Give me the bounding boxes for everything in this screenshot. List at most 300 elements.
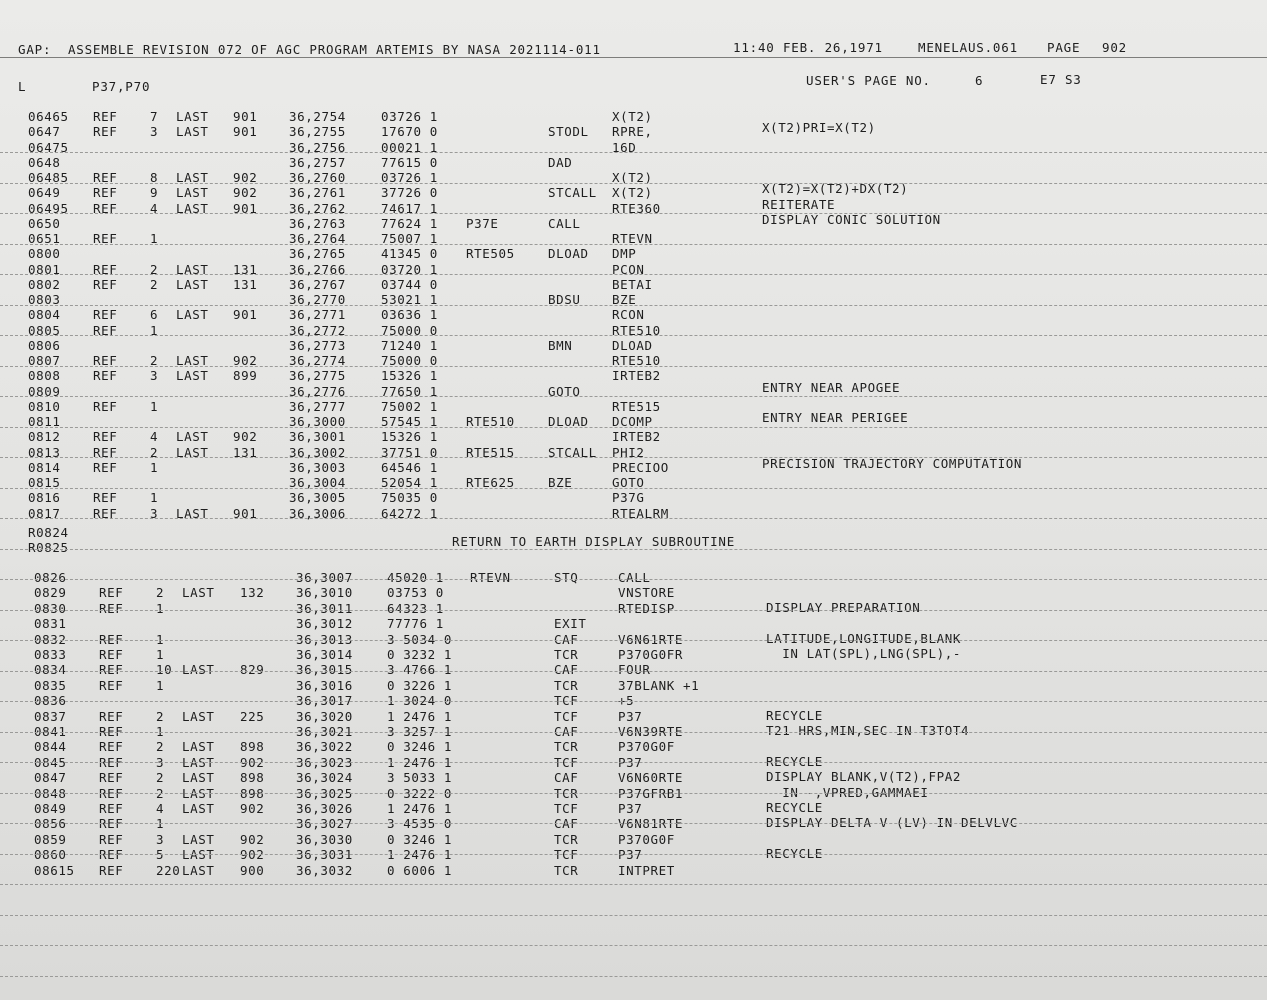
line-number: 0830: [34, 600, 67, 616]
line-number: 0650: [28, 215, 61, 231]
address: 36,2771: [289, 307, 346, 323]
line-number: 06475: [28, 139, 69, 155]
ref-count: 1: [156, 724, 165, 739]
ref-count: 1: [156, 647, 165, 662]
address: 36,3023: [296, 754, 353, 770]
address: 36,3011: [296, 600, 353, 616]
last-keyword: LAST: [182, 831, 215, 847]
line-number: 0816: [28, 490, 61, 506]
ruled-line: [0, 305, 1267, 306]
opcode: TCF: [554, 754, 579, 770]
comment: RECYCLE: [766, 800, 823, 815]
address: 36,2760: [289, 170, 346, 185]
comment: DISPLAY DELTA V (LV) IN DELVLVC: [766, 815, 1018, 831]
line-number: 0812: [28, 429, 61, 445]
operand: RTE515: [612, 398, 661, 414]
comment: PRECISION TRAJECTORY COMPUTATION: [762, 455, 1023, 471]
operand: X(T2): [612, 170, 653, 185]
operand: V6N39RTE: [618, 724, 684, 739]
address: 36,2767: [289, 276, 346, 292]
octal-word: 1 2476 1: [387, 708, 453, 724]
last-keyword: LAST: [176, 353, 209, 368]
octal-word: 53021 1: [381, 292, 438, 307]
header-code: E7 S3: [1040, 72, 1082, 87]
line-number: 0817: [28, 505, 61, 521]
operand: V6N60RTE: [618, 770, 684, 786]
ref-keyword: REF: [93, 459, 118, 475]
line-number: 0834: [34, 662, 67, 678]
ref-count: 7: [150, 109, 159, 124]
last-keyword: LAST: [182, 801, 215, 816]
address: 36,3000: [289, 414, 346, 429]
ref-keyword: REF: [99, 785, 124, 801]
ref-keyword: REF: [99, 647, 124, 662]
last-page: 829: [240, 662, 265, 678]
last-page: 902: [240, 801, 265, 816]
operand: PHI2: [612, 444, 645, 460]
opcode: TCR: [554, 785, 579, 801]
address: 36,3001: [289, 429, 346, 445]
operand: X(T2): [612, 109, 653, 124]
last-keyword: LAST: [176, 261, 209, 277]
operand: INTPRET: [618, 862, 675, 878]
line-number: 0847: [34, 770, 67, 786]
line-number: 0801: [28, 261, 61, 277]
opcode: DAD: [548, 154, 573, 170]
octal-word: 75002 1: [381, 398, 438, 414]
octal-word: 15326 1: [381, 429, 438, 445]
address: 36,2765: [289, 246, 346, 262]
octal-word: 3 4766 1: [387, 662, 453, 678]
line-number: 0803: [28, 292, 61, 307]
ruled-line: [0, 396, 1267, 397]
operand: RPRE,: [612, 124, 653, 140]
octal-word: 0 3232 1: [387, 647, 453, 662]
opcode: STODL: [548, 124, 589, 140]
line-number: 0844: [34, 739, 67, 755]
line-number: 0813: [28, 444, 61, 460]
ref-keyword: REF: [99, 754, 124, 770]
header-sections: P37,P70: [92, 79, 151, 94]
ref-count: 2: [156, 585, 165, 601]
ref-keyword: REF: [93, 429, 118, 445]
ruled-line: [0, 274, 1267, 275]
ref-keyword: REF: [99, 847, 124, 863]
opcode: TCR: [554, 677, 579, 693]
label: P37E: [466, 215, 499, 231]
opcode: CAF: [554, 631, 579, 647]
line-number: 0835: [34, 677, 67, 693]
opcode: BMN: [548, 337, 573, 353]
operand: RTE510: [612, 353, 661, 368]
ref-keyword: REF: [93, 231, 118, 246]
ref-keyword: REF: [93, 124, 118, 140]
ref-keyword: REF: [99, 831, 124, 847]
octal-word: 64272 1: [381, 505, 438, 521]
ref-keyword: REF: [93, 276, 118, 292]
ref-count: 1: [150, 490, 159, 506]
octal-word: 64546 1: [381, 459, 438, 475]
ref-keyword: REF: [99, 677, 124, 693]
ruled-line: [0, 427, 1267, 428]
header-timestamp: 11:40 FEB. 26,1971: [733, 40, 883, 55]
comment: DISPLAY BLANK,V(T2),FPA2: [766, 769, 962, 785]
octal-word: 00021 1: [381, 139, 438, 155]
address: 36,2762: [289, 200, 346, 216]
line-number: 06465: [28, 109, 69, 124]
octal-word: 0 3226 1: [387, 677, 453, 693]
octal-word: 03636 1: [381, 307, 438, 323]
octal-word: 03720 1: [381, 261, 438, 277]
address: 36,2775: [289, 368, 346, 384]
users-page-label: USER'S PAGE NO.: [806, 73, 931, 88]
ref-keyword: REF: [93, 307, 118, 323]
octal-word: 0 3222 0: [387, 785, 453, 801]
ref-count: 6: [150, 307, 159, 323]
line-number: R0825: [28, 540, 69, 555]
last-keyword: LAST: [182, 785, 215, 801]
operand: RCON: [612, 307, 645, 323]
ref-count: 3: [150, 368, 159, 384]
address: 36,2773: [289, 337, 346, 353]
ruled-line: [0, 488, 1267, 489]
octal-word: 17670 0: [381, 124, 438, 140]
address: 36,2776: [289, 383, 346, 399]
last-keyword: LAST: [176, 368, 209, 384]
octal-word: 57545 1: [381, 414, 438, 429]
line-number: 0826: [34, 570, 67, 585]
ref-count: 1: [150, 322, 159, 338]
header-rule: [0, 57, 1267, 58]
line-number: 06485: [28, 170, 69, 185]
operand: P37GFRB1: [618, 785, 684, 801]
operand: P37G: [612, 490, 645, 506]
last-keyword: LAST: [176, 429, 209, 445]
line-number: 0860: [34, 847, 67, 863]
address: 36,2761: [289, 185, 346, 201]
line-number: R0824: [28, 525, 69, 540]
octal-word: 0 6006 1: [387, 862, 453, 878]
ref-keyword: REF: [93, 444, 118, 460]
octal-word: 37726 0: [381, 185, 438, 201]
octal-word: 75007 1: [381, 231, 438, 246]
octal-word: 03726 1: [381, 109, 438, 124]
last-page: 898: [240, 785, 265, 801]
address: 36,2777: [289, 398, 346, 414]
address: 36,3027: [296, 816, 353, 832]
ref-count: 2: [150, 276, 159, 292]
ref-keyword: REF: [99, 862, 124, 878]
address: 36,3022: [296, 739, 353, 755]
address: 36,3026: [296, 801, 353, 816]
operand: X(T2): [612, 185, 653, 201]
opcode: CAF: [554, 724, 579, 739]
line-number: 0651: [28, 231, 61, 246]
address: 36,3004: [289, 475, 346, 490]
comment: IN -,VPRED,GAMMAEI: [766, 784, 929, 800]
address: 36,3030: [296, 831, 353, 847]
opcode: CAF: [554, 662, 579, 678]
octal-word: 52054 1: [381, 475, 438, 490]
opcode: TCR: [554, 647, 579, 662]
line-number: 0859: [34, 831, 67, 847]
last-page: 902: [240, 831, 265, 847]
ref-count: 3: [156, 831, 165, 847]
last-keyword: LAST: [176, 444, 209, 460]
address: 36,3006: [289, 505, 346, 521]
opcode: BDSU: [548, 292, 581, 307]
ref-count: 2: [150, 353, 159, 368]
ruled-line: [0, 152, 1267, 153]
address: 36,2757: [289, 154, 346, 170]
ref-count: 9: [150, 185, 159, 201]
last-page: 901: [233, 307, 258, 323]
octal-word: 77776 1: [387, 616, 444, 632]
last-keyword: LAST: [182, 739, 215, 755]
operand: VNSTORE: [618, 585, 675, 601]
operand: P37: [618, 754, 643, 770]
octal-word: 3 5033 1: [387, 770, 453, 786]
ref-count: 2: [150, 261, 159, 277]
ref-count: 4: [156, 801, 165, 816]
ref-keyword: REF: [99, 631, 124, 647]
ref-count: 3: [156, 754, 165, 770]
opcode: GOTO: [548, 383, 581, 399]
last-page: 898: [240, 739, 265, 755]
label: RTE505: [466, 246, 515, 262]
last-page: 902: [233, 353, 258, 368]
ref-count: 3: [150, 505, 159, 521]
octal-word: 1 3024 0: [387, 693, 453, 709]
ruled-line: [0, 732, 1267, 733]
octal-word: 03744 0: [381, 276, 438, 292]
ref-keyword: REF: [99, 816, 124, 832]
line-number: 0837: [34, 708, 67, 724]
line-number: 0810: [28, 398, 61, 414]
octal-word: 74617 1: [381, 200, 438, 216]
last-keyword: LAST: [182, 662, 215, 678]
ruled-line: [0, 518, 1267, 519]
operand: RTE360: [612, 200, 661, 216]
line-number: 0806: [28, 337, 61, 353]
line-number: 0648: [28, 154, 61, 170]
operand: DCOMP: [612, 414, 653, 429]
label: RTEVN: [470, 570, 511, 585]
ref-keyword: REF: [93, 185, 118, 201]
address: 36,3002: [289, 444, 346, 460]
ruled-line: [0, 610, 1267, 611]
octal-word: 1 2476 1: [387, 754, 453, 770]
ruled-line: [0, 244, 1267, 245]
octal-word: 77624 1: [381, 215, 438, 231]
address: 36,2756: [289, 139, 346, 155]
last-keyword: LAST: [176, 276, 209, 292]
line-number: 0805: [28, 322, 61, 338]
line-number: 0856: [34, 816, 67, 832]
operand: 16D: [612, 139, 637, 155]
operand: P370G0FR: [618, 647, 684, 662]
opcode: BZE: [548, 475, 573, 490]
line-number: 0814: [28, 459, 61, 475]
line-number: 0802: [28, 276, 61, 292]
header-location: MENELAUS.061: [918, 40, 1018, 55]
last-keyword: LAST: [182, 708, 215, 724]
operand: P370G0F: [618, 739, 675, 755]
address: 36,3003: [289, 459, 346, 475]
comment: RECYCLE: [766, 707, 823, 723]
line-number: 0831: [34, 616, 67, 632]
opcode: TCF: [554, 847, 579, 863]
octal-word: 15326 1: [381, 368, 438, 384]
octal-word: 37751 0: [381, 444, 438, 460]
address: 36,3020: [296, 708, 353, 724]
last-keyword: LAST: [176, 124, 209, 140]
ruled-line: [0, 701, 1267, 702]
ref-count: 4: [150, 429, 159, 445]
octal-word: 77650 1: [381, 383, 438, 399]
ref-keyword: REF: [99, 662, 124, 678]
header-left-col: L: [18, 79, 27, 94]
last-page: 902: [240, 754, 265, 770]
ref-count: 1: [150, 231, 159, 246]
line-number: 08615: [34, 862, 75, 878]
ref-keyword: REF: [99, 770, 124, 786]
operand: RTEALRM: [612, 505, 669, 521]
opcode: STQ: [554, 570, 579, 585]
opcode: STCALL: [548, 185, 597, 201]
comment: LATITUDE,LONGITUDE,BLANK: [766, 630, 962, 646]
operand: V6N81RTE: [618, 816, 684, 832]
label: RTE625: [466, 475, 515, 490]
ref-keyword: REF: [99, 739, 124, 755]
line-number: 0833: [34, 647, 67, 662]
line-number: 0815: [28, 475, 61, 490]
opcode: TCR: [554, 862, 579, 878]
ruled-line: [0, 915, 1267, 916]
opcode: DLOAD: [548, 246, 589, 262]
line-number: 06495: [28, 200, 69, 216]
ref-count: 2: [150, 444, 159, 460]
operand: RTEDISP: [618, 600, 675, 616]
operand: +5: [618, 693, 635, 709]
line-number: 0808: [28, 368, 61, 384]
ref-count: 2: [156, 708, 165, 724]
octal-word: 03753 0: [387, 585, 444, 601]
opcode: TCF: [554, 693, 579, 709]
opcode: TCF: [554, 708, 579, 724]
operand: FOUR: [618, 662, 651, 678]
ref-count: 2: [156, 739, 165, 755]
ref-count: 220: [156, 862, 181, 878]
opcode: TCR: [554, 831, 579, 847]
address: 36,3015: [296, 662, 353, 678]
last-keyword: LAST: [176, 185, 209, 201]
octal-word: 1 2476 1: [387, 801, 453, 816]
address: 36,3021: [296, 724, 353, 739]
opcode: STCALL: [548, 444, 597, 460]
ruled-line: [0, 549, 1267, 550]
comment: IN LAT(SPL),LNG(SPL),-: [766, 646, 962, 661]
last-page: 902: [233, 429, 258, 445]
last-page: 131: [233, 444, 258, 460]
opcode: EXIT: [554, 616, 587, 632]
address: 36,2774: [289, 353, 346, 368]
octal-word: 75000 0: [381, 353, 438, 368]
ref-keyword: REF: [93, 261, 118, 277]
octal-word: 3 4535 0: [387, 816, 453, 832]
line-number: 0841: [34, 724, 67, 739]
address: 36,3013: [296, 631, 353, 647]
last-page: 131: [233, 276, 258, 292]
opcode: DLOAD: [548, 414, 589, 429]
ruled-line: [0, 945, 1267, 946]
address: 36,3010: [296, 585, 353, 601]
octal-word: 75035 0: [381, 490, 438, 506]
octal-word: 1 2476 1: [387, 847, 453, 863]
opcode: CALL: [548, 215, 581, 231]
address: 36,2770: [289, 292, 346, 307]
comment: DISPLAY CONIC SOLUTION: [762, 211, 941, 227]
ref-count: 1: [156, 631, 165, 647]
address: 36,2763: [289, 215, 346, 231]
header-page-label: PAGE: [1047, 40, 1081, 55]
comment: REITERATE: [762, 196, 836, 212]
operand: IRTEB2: [612, 429, 661, 445]
operand: V6N61RTE: [618, 631, 684, 647]
ruled-line: [0, 213, 1267, 214]
last-keyword: LAST: [182, 585, 215, 601]
operand: P370G0F: [618, 831, 675, 847]
ref-count: 3: [150, 124, 159, 140]
address: 36,2772: [289, 322, 346, 338]
last-keyword: LAST: [176, 109, 209, 124]
address: 36,3012: [296, 616, 353, 632]
subroutine-title: RETURN TO EARTH DISPLAY SUBROUTINE: [452, 534, 736, 549]
ref-count: 1: [156, 816, 165, 832]
ref-count: 2: [156, 785, 165, 801]
comment: ENTRY NEAR APOGEE: [762, 379, 901, 395]
ref-keyword: REF: [93, 505, 118, 521]
address: 36,2755: [289, 124, 346, 140]
address: 36,3007: [296, 570, 353, 585]
opcode: TCR: [554, 739, 579, 755]
ref-count: 2: [156, 770, 165, 786]
line-number: 0800: [28, 246, 61, 262]
operand: CALL: [618, 570, 651, 585]
address: 36,3014: [296, 647, 353, 662]
line-number: 0848: [34, 785, 67, 801]
last-keyword: LAST: [176, 505, 209, 521]
last-page: 902: [233, 185, 258, 201]
comment: T21 HRS,MIN,SEC IN T3TOT4: [766, 723, 970, 738]
last-page: 901: [233, 505, 258, 521]
last-page: 132: [240, 585, 265, 601]
line-number: 0845: [34, 754, 67, 770]
comment: DISPLAY PREPARATION: [766, 599, 921, 615]
ref-keyword: REF: [93, 170, 118, 185]
last-page: 898: [240, 770, 265, 786]
ref-keyword: REF: [99, 585, 124, 601]
last-page: 902: [233, 170, 258, 185]
opcode: CAF: [554, 816, 579, 832]
address: 36,3016: [296, 677, 353, 693]
header-title: GAP: ASSEMBLE REVISION 072 OF AGC PROGRAM ARTEMIS BY NASA 2021114-011: [18, 42, 601, 57]
ref-count: 1: [156, 677, 165, 693]
ruled-line: [0, 335, 1267, 336]
operand: RTEVN: [612, 231, 653, 246]
comment: ENTRY NEAR PERIGEE: [762, 410, 909, 425]
operand: 37BLANK +1: [618, 677, 700, 693]
